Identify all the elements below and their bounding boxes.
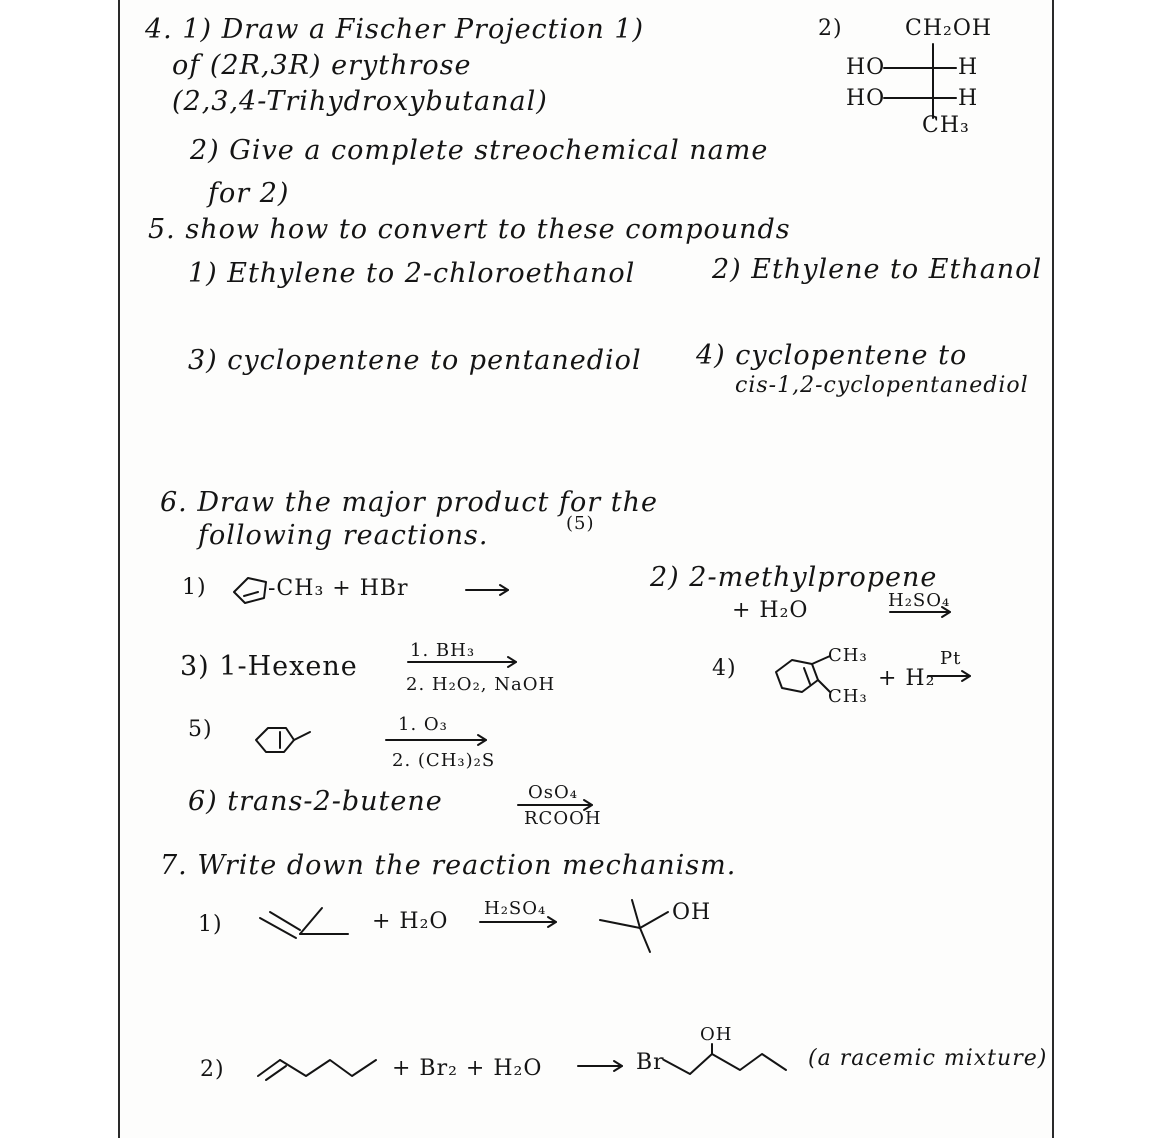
q5-item-2: 2) Ethylene to Ethanol bbox=[712, 254, 1043, 285]
q6-r3-reagent-2: 2. H₂O₂, NaOH bbox=[406, 674, 556, 695]
q4-line-2: of (2R,3R) erythrose bbox=[172, 50, 472, 81]
q6-r4-substituent-2: CH₃ bbox=[828, 686, 868, 707]
q5-item-4a: 4) cyclopentene to bbox=[696, 340, 968, 371]
q5-item-4b: cis-1,2-cyclopentanediol bbox=[735, 373, 1029, 398]
tert-butanol-structure bbox=[600, 900, 668, 952]
q7-title: 7. Write down the reaction mechanism. bbox=[160, 850, 737, 881]
r1-arrow-icon bbox=[466, 585, 508, 595]
q4-line-1: 4. 1) Draw a Fischer Projection 1) bbox=[145, 14, 645, 45]
q6-r4-reagent: Pt bbox=[940, 648, 962, 669]
q6-r5-number: 5) bbox=[188, 717, 213, 742]
q7-r1-number: 1) bbox=[198, 912, 223, 937]
q6-r4-number: 4) bbox=[712, 656, 737, 681]
fischer-bottom-group: CH₃ bbox=[922, 113, 970, 138]
r6-arrow-icon bbox=[518, 800, 592, 810]
q7-r1-arrow-icon bbox=[480, 917, 556, 927]
fischer-top-group: CH₂OH bbox=[905, 16, 993, 41]
fischer-right-2: H bbox=[958, 86, 979, 111]
methylpropene-structure bbox=[260, 908, 348, 938]
q7-r1-plus-water: + H₂O bbox=[372, 909, 449, 934]
q7-r1-product-oh: OH bbox=[672, 900, 712, 925]
fischer-left-1: HO bbox=[846, 55, 886, 80]
alkene-structure bbox=[258, 1060, 376, 1080]
r2-arrow-icon bbox=[890, 607, 950, 617]
r4-arrow-icon bbox=[928, 671, 970, 681]
fischer-number: 2) bbox=[818, 16, 843, 41]
dimethylcyclohexene-structure bbox=[776, 656, 830, 692]
q7-r2-note: (a racemic mixture) bbox=[808, 1046, 1048, 1071]
fischer-left-2: HO bbox=[846, 86, 886, 111]
q6-r1-text: -CH₃ + HBr bbox=[268, 576, 409, 601]
q6-r2-line-2: + H₂O bbox=[732, 598, 809, 623]
q6-r2-reagent: H₂SO₄ bbox=[888, 590, 951, 611]
bromohydrin-structure bbox=[664, 1044, 786, 1074]
q5-item-1: 1) Ethylene to 2-chloroethanol bbox=[188, 258, 636, 289]
q6-r5-reagent-2: 2. (CH₃)₂S bbox=[392, 750, 496, 771]
r3-arrow-icon bbox=[408, 657, 516, 667]
q6-r4-plus-h2: + H₂ bbox=[878, 666, 936, 691]
fischer-right-1: H bbox=[958, 55, 979, 80]
q6-r6-reagent-1: OsO₄ bbox=[528, 782, 578, 803]
q5-item-3: 3) cyclopentene to pentanediol bbox=[188, 345, 642, 376]
q7-r1-reagent: H₂SO₄ bbox=[484, 898, 547, 919]
r5-arrow-icon bbox=[386, 735, 486, 745]
q6-points-note: (5) bbox=[566, 513, 595, 534]
q5-title: 5. show how to convert to these compounds bbox=[148, 214, 791, 245]
q6-title-1: 6. Draw the major product for the bbox=[160, 487, 658, 518]
methylcyclohexene-structure bbox=[256, 728, 310, 752]
q4-line-5: for 2) bbox=[208, 178, 290, 209]
q6-r3-text: 3) 1-Hexene bbox=[180, 651, 358, 682]
q6-r6-text: 6) trans-2-butene bbox=[188, 786, 443, 817]
q6-r2-line-1: 2) 2-methylpropene bbox=[650, 562, 938, 593]
q6-r1-number: 1) bbox=[182, 575, 207, 600]
q6-r3-reagent-1: 1. BH₃ bbox=[410, 640, 476, 661]
q6-r6-reagent-2: RCOOH bbox=[524, 808, 602, 829]
q6-title-2: following reactions. bbox=[198, 520, 489, 551]
q7-r2-arrow-icon bbox=[578, 1061, 622, 1071]
q7-r2-number: 2) bbox=[200, 1057, 225, 1082]
q7-r2-text: + Br₂ + H₂O bbox=[392, 1056, 543, 1081]
q6-r4-substituent-1: CH₃ bbox=[828, 645, 868, 666]
q7-r2-product-oh: OH bbox=[700, 1024, 733, 1045]
q4-line-4: 2) Give a complete streochemical name bbox=[190, 135, 769, 166]
methylcyclopentene-structure bbox=[234, 578, 266, 603]
q6-r5-reagent-1: 1. O₃ bbox=[398, 714, 448, 735]
q7-r2-product-br: Br bbox=[636, 1050, 665, 1075]
q4-line-3: (2,3,4-Trihydroxybutanal) bbox=[172, 86, 548, 117]
